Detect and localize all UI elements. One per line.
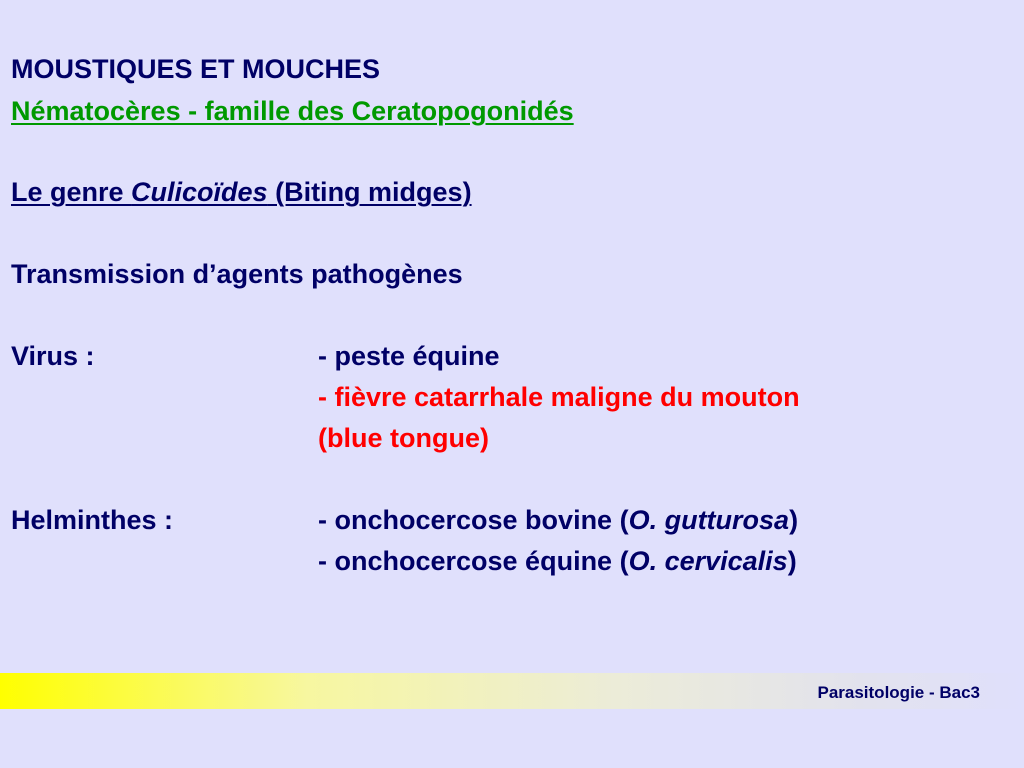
virus-item-blue-tongue: (blue tongue) xyxy=(318,423,489,453)
helminthes-item-bovine-suffix: ) xyxy=(789,505,799,535)
slide-subtitle: Nématocères - famille des Ceratopogonidés xyxy=(11,96,574,126)
species-gutturosa: O. gutturosa xyxy=(628,505,790,535)
virus-item-peste-equine: - peste équine xyxy=(318,341,500,371)
helminthes-item-equine-suffix: ) xyxy=(787,546,797,576)
genus-suffix: (Biting midges) xyxy=(267,177,472,207)
helminthes-label: Helminthes : xyxy=(11,505,174,535)
virus-item-fievre-catarrhale: - fièvre catarrhale maligne du mouton xyxy=(318,382,800,412)
genus-prefix: Le genre xyxy=(11,177,132,207)
species-cervicalis: O. cervicalis xyxy=(628,546,788,576)
genus-name: Culicoïdes xyxy=(131,177,268,207)
footer-course-label: Parasitologie - Bac3 xyxy=(817,683,980,702)
helminthes-item-bovine xyxy=(318,504,798,536)
virus-label: Virus : xyxy=(11,341,95,371)
helminthes-item-bovine-prefix: - onchocercose bovine ( xyxy=(318,505,629,535)
helminthes-item-equine-prefix: - onchocercose équine ( xyxy=(318,546,629,576)
transmission-heading: Transmission d’agents pathogènes xyxy=(11,259,463,289)
slide-title: MOUSTIQUES ET MOUCHES xyxy=(11,54,381,84)
genus-heading xyxy=(11,176,472,208)
helminthes-item-equine xyxy=(318,545,797,577)
